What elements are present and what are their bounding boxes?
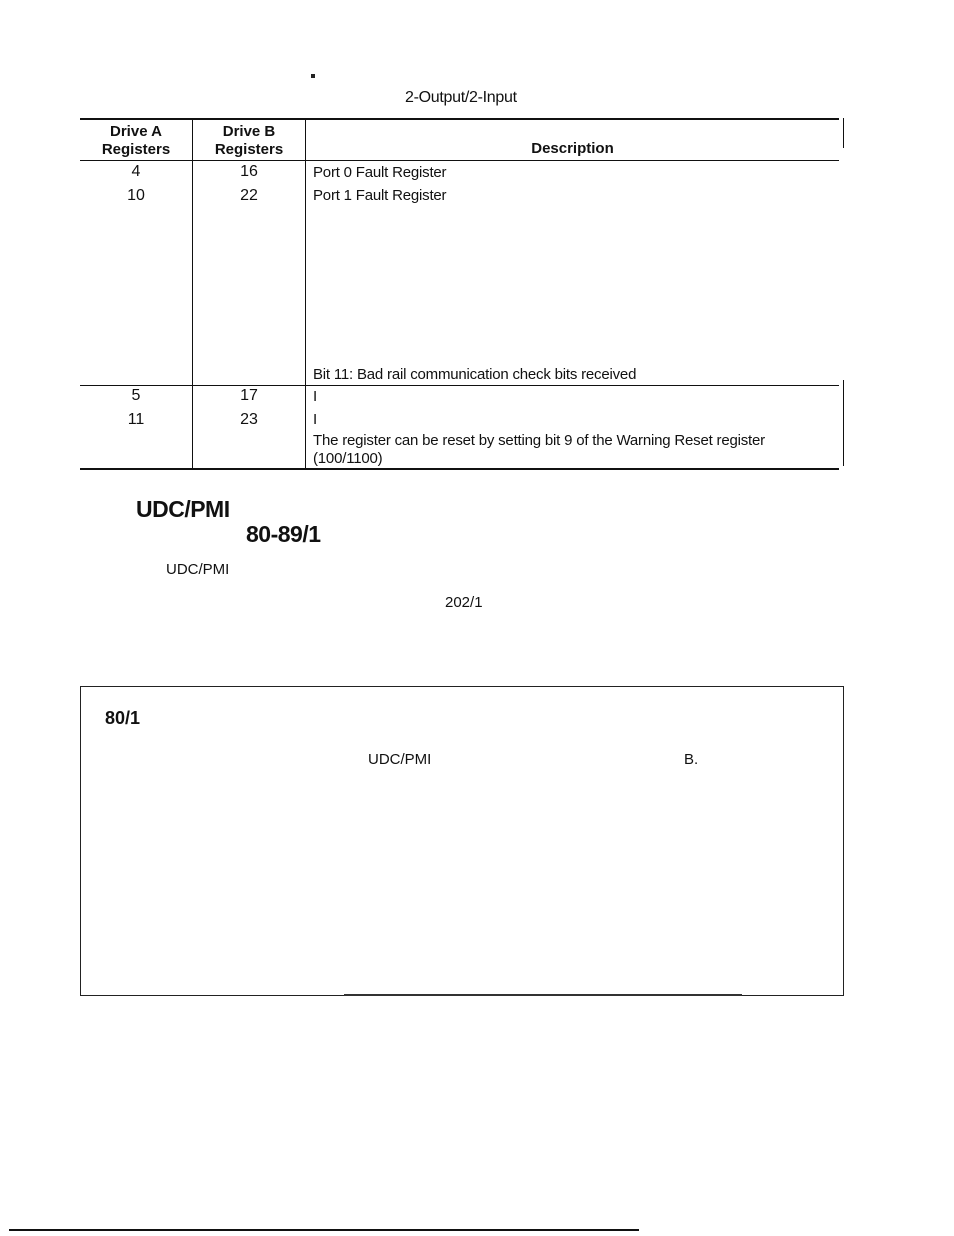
cell-drive-a: 10 [127,187,145,204]
cell-description: I [313,388,317,405]
header-drive-b-line2: Registers [214,141,284,158]
cell-drive-b: 16 [240,163,258,180]
section-heading-range: 80-89/1 [246,521,321,547]
note-box-fragment: UDC/PMI [368,751,432,768]
note-box-title: 80/1 [105,708,141,728]
stray-mark [311,74,315,78]
register-table [80,118,839,470]
cell-drive-a: 11 [127,411,145,428]
cell-description: Bit 11: Bad rail communication check bits received [313,366,637,383]
cell-description: Port 1 Fault Register [313,187,447,204]
section-heading: UDC/PMI [136,496,230,522]
table-edge [843,118,844,148]
header-drive-a-line2: Registers [101,141,171,158]
cell-drive-b: 17 [240,387,258,404]
cell-description: I [313,411,317,428]
body-fragment: 202/1 [445,594,483,611]
body-fragment: UDC/PMI [166,561,230,578]
cell-drive-a: 5 [131,387,141,404]
header-drive-b [193,123,305,159]
header-description: Description [531,140,614,157]
cell-description: (100/1100) [313,450,383,467]
header-rule [80,160,839,161]
note-box-fragment: B. [684,751,699,768]
header-drive-a-line1: Drive A [110,123,162,140]
cell-drive-b: 22 [240,187,258,204]
table-caption: 2-Output/2-Input [405,89,517,106]
cell-drive-a: 4 [131,163,141,180]
header-drive-b-line1: Drive B [222,123,276,140]
table-edge [843,380,844,466]
cell-drive-b: 23 [240,411,258,428]
cell-description: The register can be reset by setting bit 9 of the Warning Reset register [313,432,765,449]
footer-rule [9,1229,639,1231]
cell-description: Port 0 Fault Register [313,164,447,181]
note-box [80,686,844,996]
header-drive-a [80,123,192,159]
row-group-rule [80,385,839,386]
column-divider [305,120,306,468]
scan-artifact [344,994,742,996]
